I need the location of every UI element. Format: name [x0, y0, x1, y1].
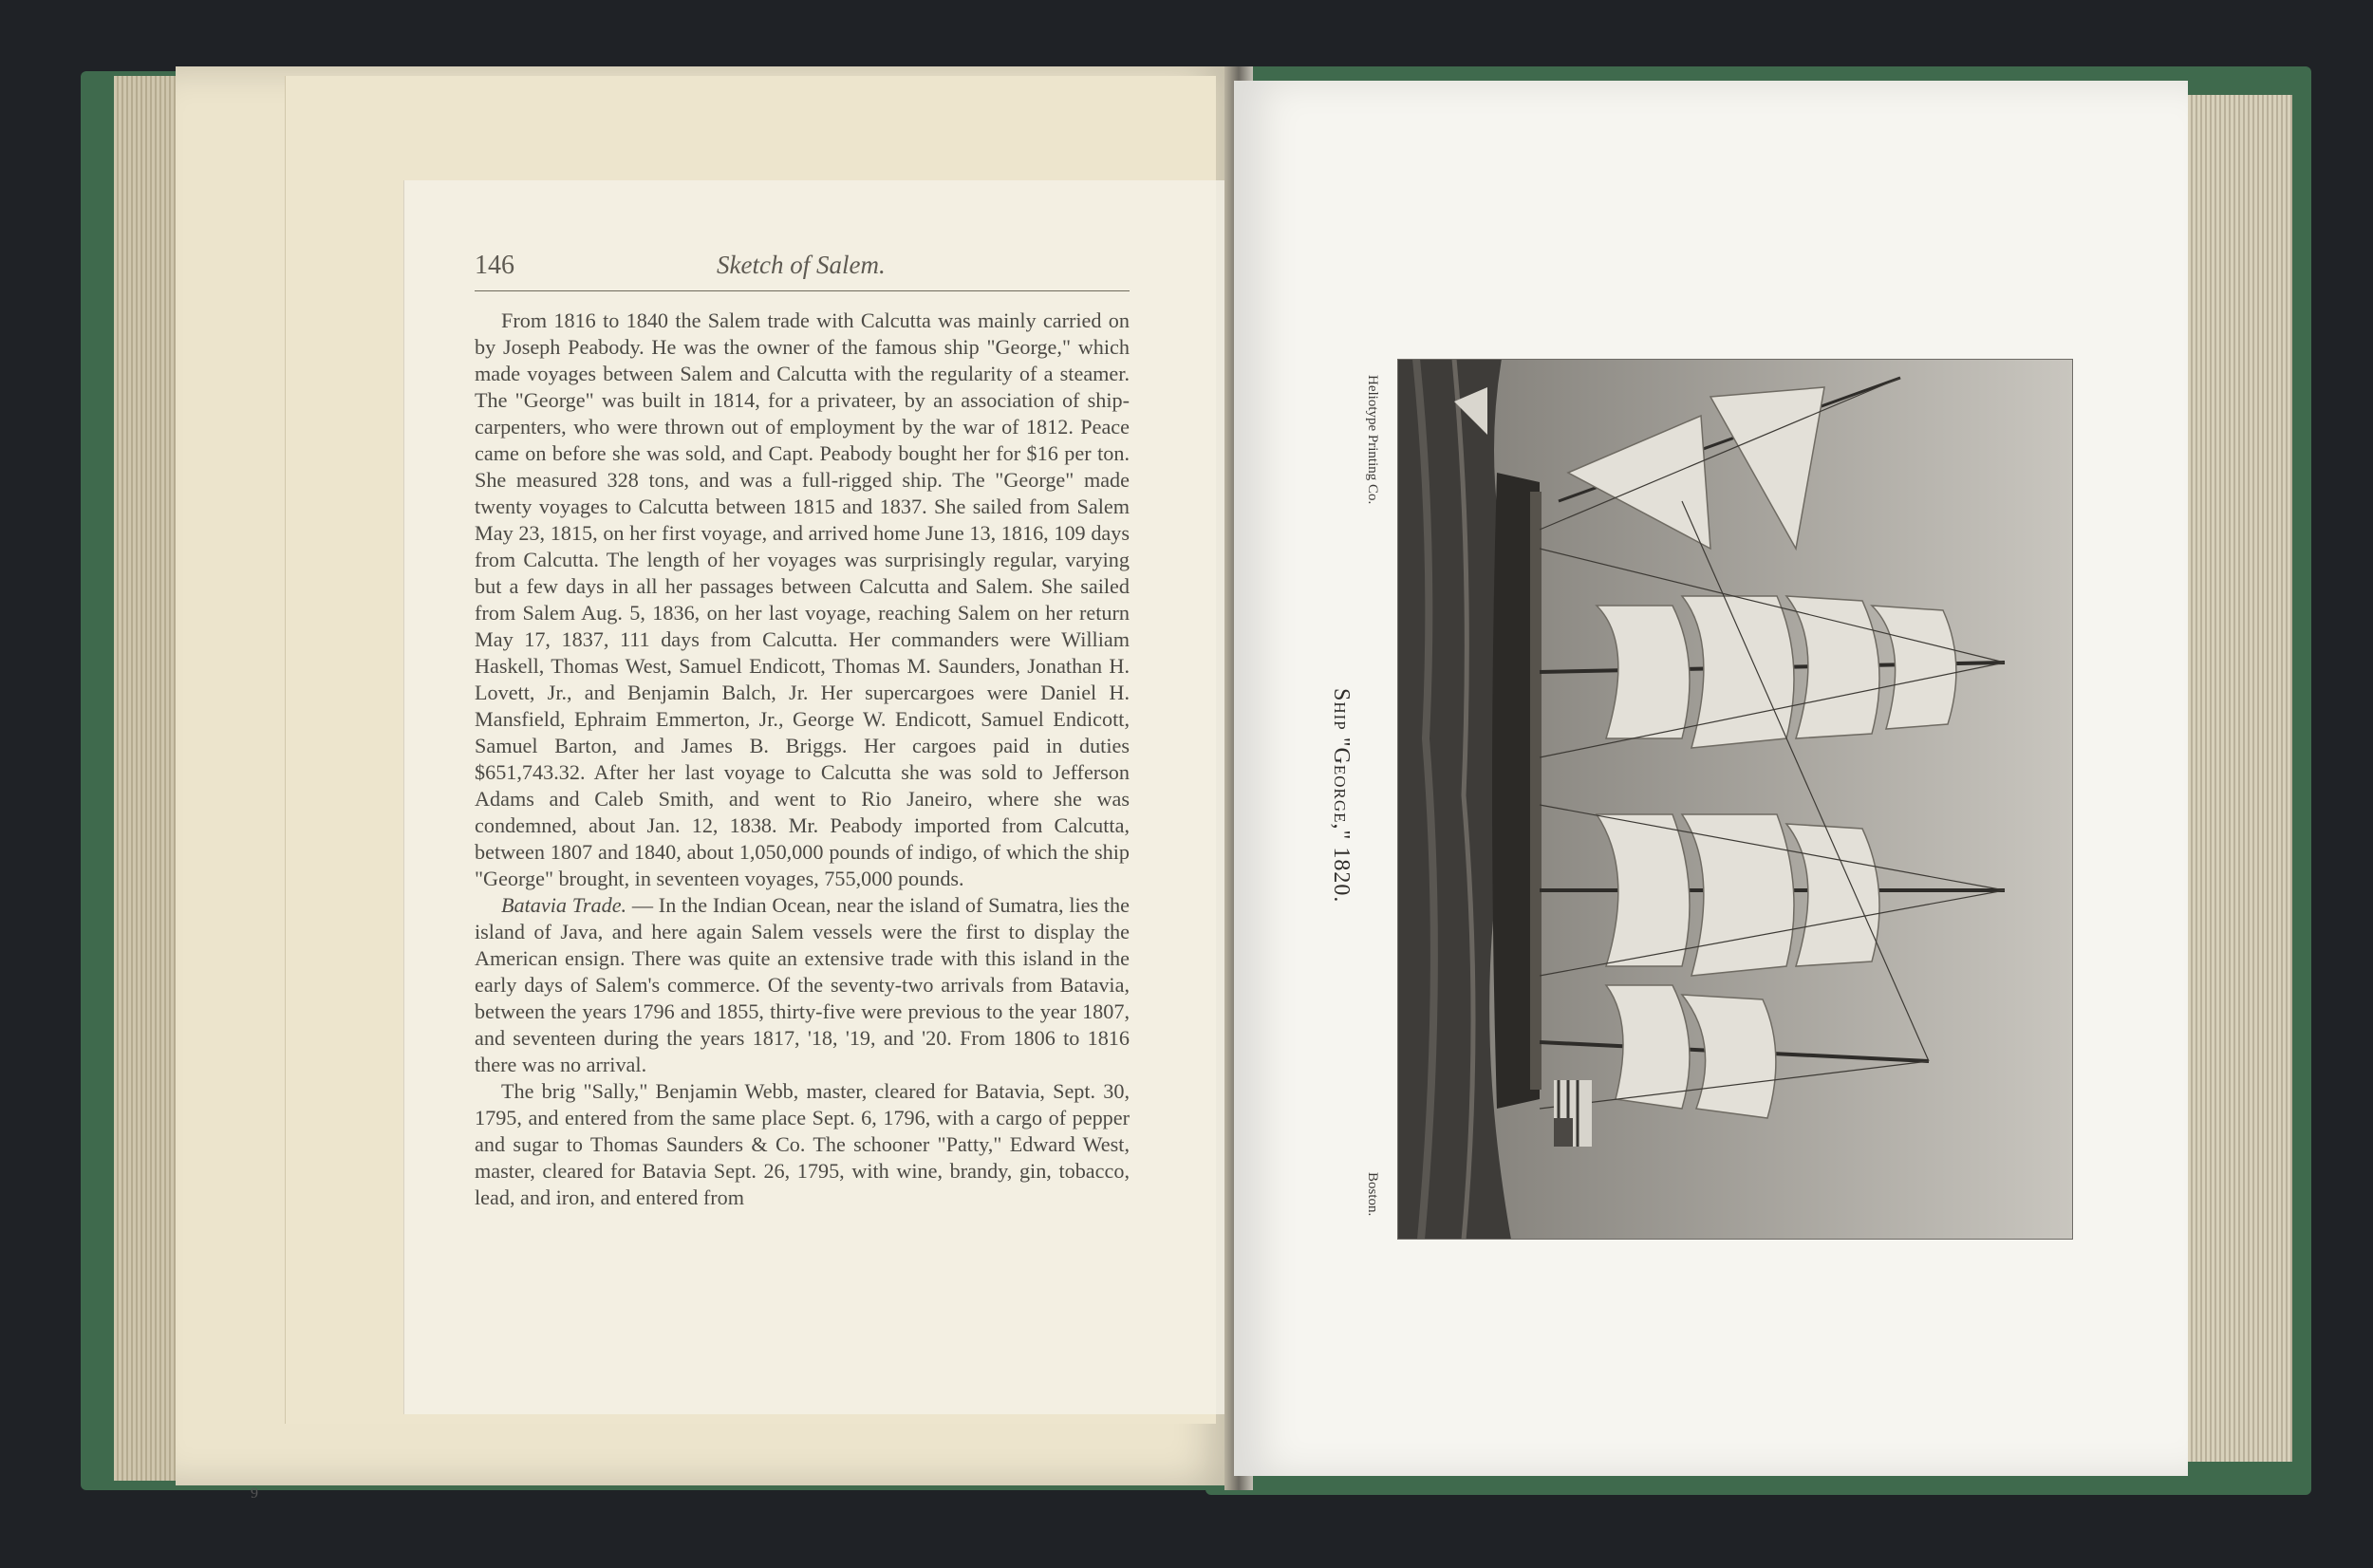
paragraph-lead: Batavia Trade. — [501, 893, 627, 917]
ensign-flag — [1554, 1080, 1592, 1147]
city-credit: Boston. — [1365, 1172, 1380, 1217]
body-text — [475, 308, 1130, 1211]
printer-credit: Heliotype Printing Co. — [1365, 375, 1380, 505]
paragraph-text: The brig "Sally," Benjamin Webb, master, cleared for Batavia, Sept. 30, 1795, and entered from the same place Sept. 6, 1796, with a cargo of pepper and sugar to Thomas Saunders & Co. The schooner "Patty," Edward West, master, cleared for Batavia Sept. 26, 1795, with wine, brandy, gin, tobacco, lead, and iron, and entered from — [475, 1079, 1130, 1209]
paragraph-text: — In the Indian Ocean, near the island of Sumatra, lies the island of Java, and here again Salem vessels were the first to display the American ensign. There was quite an extensive trade with this island in the early days of Salem's commerce. Of the seventy-two arrivals from Batavia, between the years 1796 and 1855, thirty-five were previous to the year 1807, and seventeen during the years 1817, '18, '19, and '20. From 1806 to 1816 there was no arrival. — [475, 893, 1130, 1076]
page-edges-left — [114, 76, 180, 1481]
ship-illustration — [1397, 359, 2073, 1240]
running-title: Sketch of Salem. — [717, 251, 886, 279]
running-head — [475, 249, 1130, 291]
paragraph — [475, 1078, 1130, 1211]
paragraph — [475, 892, 1130, 1078]
page-edges-right — [2183, 95, 2292, 1462]
plate-caption: Ship "George," 1820. — [1329, 688, 1354, 904]
page-number: 146 — [475, 251, 514, 280]
paragraph — [475, 308, 1130, 892]
ship-plate-image — [1397, 359, 2073, 1240]
paragraph-text: From 1816 to 1840 the Salem trade with Calcutta was mainly carried on by Joseph Peabody. He was the owner of the famous ship "George," which made voyages between Salem and Calcutta with the regularity of a steamer. The "George" was built in 1814, for a privateer, by an association of ship-carpenters, who were thrown out of employment by the war of 1812. Peace came on before she was sold, and Capt. Peabody bought her for $16 per ton. She measured 328 tons, and was a full-rigged ship. The "George" made twenty voyages to Calcutta between 1815 and 1837. She sailed from Salem May 23, 1815, on her first voyage, and arrived home June 13, 1816, 109 days from Calcutta. The length of her voyages was surprisingly regular, varying but a few days in all her passages between Calcutta and Salem. She sailed from Salem Aug. 5, 1836, on her last voyage, reaching Salem on her return May 17, 1837, 111 days from Calcutta. Her commanders were William Haskell, Thomas West, Samuel Endicott, Thomas M. Saunders, Jonathan H. Lovett, Jr., and Benjamin Balch, Jr. Her supercargoes were Daniel H. Mansfield, Ephraim Emmerton, Jr., George W. Endicott, Samuel Endicott, Samuel Barton, and James B. Briggs. Her cargoes paid in duties $651,743.32. After her last voyage to Calcutta she was sold to Jefferson Adams and Caleb Smith, and went to Rio Janeiro, where she was condemned, about Jan. 12, 1838. Mr. Peabody imported from Calcutta, between 1807 and 1840, about 1,050,000 pounds of indigo, of which the ship "George" brought, in seventeen voyages, 755,000 pounds. — [475, 308, 1130, 890]
corner-mark: 9 — [251, 1485, 258, 1502]
